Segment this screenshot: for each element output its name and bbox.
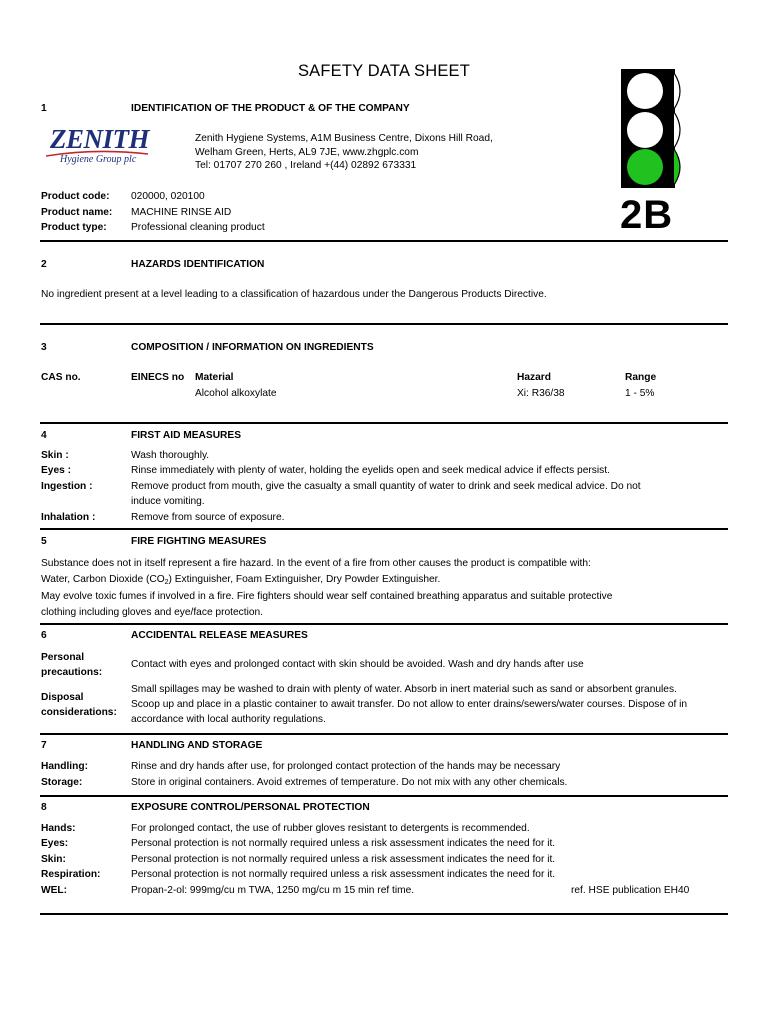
handling-label: Handling:	[41, 761, 88, 772]
section-4-number: 4	[41, 430, 47, 441]
section-3-number: 3	[41, 342, 47, 353]
fire-fighting-line-3: May evolve toxic fumes if involved in a fire. Fire fighters should wear self contained breathing apparatus and suitable protective	[41, 591, 613, 602]
storage-text: Store in original containers. Avoid extremes of temperature. Do not mix with any other chemicals.	[131, 777, 568, 788]
logo-wordmark: ZENITH	[50, 124, 150, 154]
logo-subtitle: Hygiene Group plc	[60, 154, 137, 165]
exposure-skin-label: Skin:	[41, 854, 66, 865]
section-divider	[40, 422, 728, 424]
personal-precautions-label-line-1: Personal	[41, 652, 85, 663]
disposal-label-line-1: Disposal	[41, 692, 84, 703]
fire-fighting-line-2a: Water, Carbon Dioxide (CO	[41, 574, 165, 585]
ingredient-range: 1 - 5%	[625, 388, 655, 399]
fire-fighting-line-1: Substance does not in itself represent a fire hazard. In the event of a fire from other causes the product is compatible with:	[41, 558, 591, 569]
disposal-label-line-2: considerations:	[41, 707, 117, 718]
product-type-value: Professional cleaning product	[131, 222, 265, 233]
section-2-number: 2	[41, 259, 47, 270]
product-code-label: Product code:	[41, 191, 110, 202]
section-divider	[40, 323, 728, 325]
exposure-wel-label: WEL:	[41, 885, 68, 896]
exposure-respiration-label: Respiration:	[41, 869, 101, 880]
exposure-respiration-value: Personal protection is not normally required unless a risk assessment indicates the need for it.	[131, 869, 556, 880]
section-divider	[40, 240, 728, 242]
section-8-number: 8	[41, 802, 47, 813]
col-header-einecs: EINECS no	[131, 372, 185, 383]
ingredient-material: Alcohol alkoxylate	[195, 388, 277, 399]
fire-fighting-line-4: clothing including gloves and eye/face protection.	[41, 607, 264, 618]
document-title: SAFETY DATA SHEET	[297, 62, 471, 80]
disposal-line-1: Small spillages may be washed to drain with plenty of water. Absorb in inert material such as sand or absorbent granules.	[131, 684, 677, 695]
section-divider	[40, 913, 728, 915]
exposure-wel-reference: ref. HSE publication EH40	[571, 885, 690, 896]
col-header-range: Range	[625, 372, 657, 383]
section-2-text: No ingredient present at a level leading to a classification of hazardous under the Dangerous Products Directive.	[41, 289, 547, 300]
traffic-light-visor-middle-icon	[672, 112, 686, 148]
traffic-light-lamp-bottom-green	[627, 149, 663, 185]
col-header-hazard: Hazard	[517, 372, 551, 383]
section-divider	[40, 795, 728, 797]
first-aid-ingestion-line-2: induce vomiting.	[131, 496, 205, 507]
ingredient-hazard: Xi: R36/38	[517, 388, 565, 399]
section-5-number: 5	[41, 536, 47, 547]
section-1-heading: IDENTIFICATION OF THE PRODUCT & OF THE COMPANY	[131, 103, 410, 114]
section-divider	[40, 733, 728, 735]
section-2-heading: HAZARDS IDENTIFICATION	[131, 259, 265, 270]
handling-text: Rinse and dry hands after use, for prolonged contact protection of the hands may be necessary	[131, 761, 561, 772]
first-aid-skin: Wash thoroughly.	[131, 450, 210, 461]
storage-label: Storage:	[41, 777, 83, 788]
section-5-heading: FIRE FIGHTING MEASURES	[131, 536, 267, 547]
section-divider	[40, 623, 728, 625]
first-aid-ingestion-label: Ingestion :	[41, 481, 93, 492]
section-7-heading: HANDLING AND STORAGE	[131, 740, 263, 751]
section-divider	[40, 528, 728, 530]
first-aid-ingestion-line-1: Remove product from mouth, give the casualty a small quantity of water to drink and seek medical advice. Do not	[131, 481, 641, 492]
disposal-line-2: Scoop up and place in a plastic container to await transfer. Do not allow to enter drains/sewers/water courses. Dispose of in	[131, 699, 688, 710]
exposure-hands-value: For prolonged contact, the use of rubber gloves resistant to detergents is recommended.	[131, 823, 530, 834]
exposure-skin-value: Personal protection is not normally required unless a risk assessment indicates the need for it.	[131, 854, 556, 865]
traffic-light-lamp-top	[627, 73, 663, 109]
traffic-light	[621, 69, 675, 188]
exposure-eyes-value: Personal protection is not normally required unless a risk assessment indicates the need for it.	[131, 838, 556, 849]
fire-fighting-line-2	[41, 573, 440, 587]
first-aid-inhalation-label: Inhalation :	[41, 512, 96, 523]
product-name-value: MACHINE RINSE AID	[131, 207, 232, 218]
disposal-line-3: accordance with local authority regulations.	[131, 714, 326, 725]
product-type-label: Product type:	[41, 222, 107, 233]
personal-precautions-text: Contact with eyes and prolonged contact with skin should be avoided. Wash and dry hands after use	[131, 659, 584, 670]
product-name-label: Product name:	[41, 207, 113, 218]
col-header-material: Material	[195, 372, 234, 383]
personal-precautions-label-line-2: precautions:	[41, 667, 103, 678]
zenith-logo	[46, 124, 150, 174]
traffic-light-lamp-middle	[627, 112, 663, 148]
section-1-number: 1	[41, 103, 47, 114]
co2-subscript: 2	[164, 579, 169, 586]
section-6-number: 6	[41, 630, 47, 641]
hazard-grade: 2B	[620, 193, 674, 237]
exposure-hands-label: Hands:	[41, 823, 76, 834]
section-4-heading: FIRST AID MEASURES	[131, 430, 241, 441]
first-aid-inhalation: Remove from source of exposure.	[131, 512, 285, 523]
company-address-line-2: Welham Green, Herts, AL9 7JE, www.zhgplc.com	[195, 147, 419, 158]
first-aid-skin-label: Skin :	[41, 450, 69, 461]
traffic-light-visor-bottom-icon	[672, 149, 686, 185]
company-address-line-1: Zenith Hygiene Systems, A1M Business Centre, Dixons Hill Road,	[195, 133, 493, 144]
first-aid-eyes: Rinse immediately with plenty of water, holding the eyelids open and seek medical advice if effects persist.	[131, 465, 610, 476]
fire-fighting-line-2b: ) Extinguisher, Foam Extinguisher, Dry Powder Extinguisher.	[168, 574, 441, 585]
section-7-number: 7	[41, 740, 47, 751]
section-8-heading: EXPOSURE CONTROL/PERSONAL PROTECTION	[131, 802, 370, 813]
exposure-wel-value: Propan-2-ol: 999mg/cu m TWA, 1250 mg/cu m 15 min ref time.	[131, 885, 415, 896]
traffic-light-visor-top-icon	[672, 73, 686, 109]
exposure-eyes-label: Eyes:	[41, 838, 69, 849]
section-6-heading: ACCIDENTAL RELEASE MEASURES	[131, 630, 308, 641]
section-3-heading: COMPOSITION / INFORMATION ON INGREDIENTS	[131, 342, 374, 353]
col-header-cas: CAS no.	[41, 372, 81, 383]
company-phone: Tel: 01707 270 260 , Ireland +(44) 02892 673331	[195, 160, 417, 171]
product-code-value: 020000, 020100	[131, 191, 205, 202]
first-aid-eyes-label: Eyes :	[41, 465, 72, 476]
